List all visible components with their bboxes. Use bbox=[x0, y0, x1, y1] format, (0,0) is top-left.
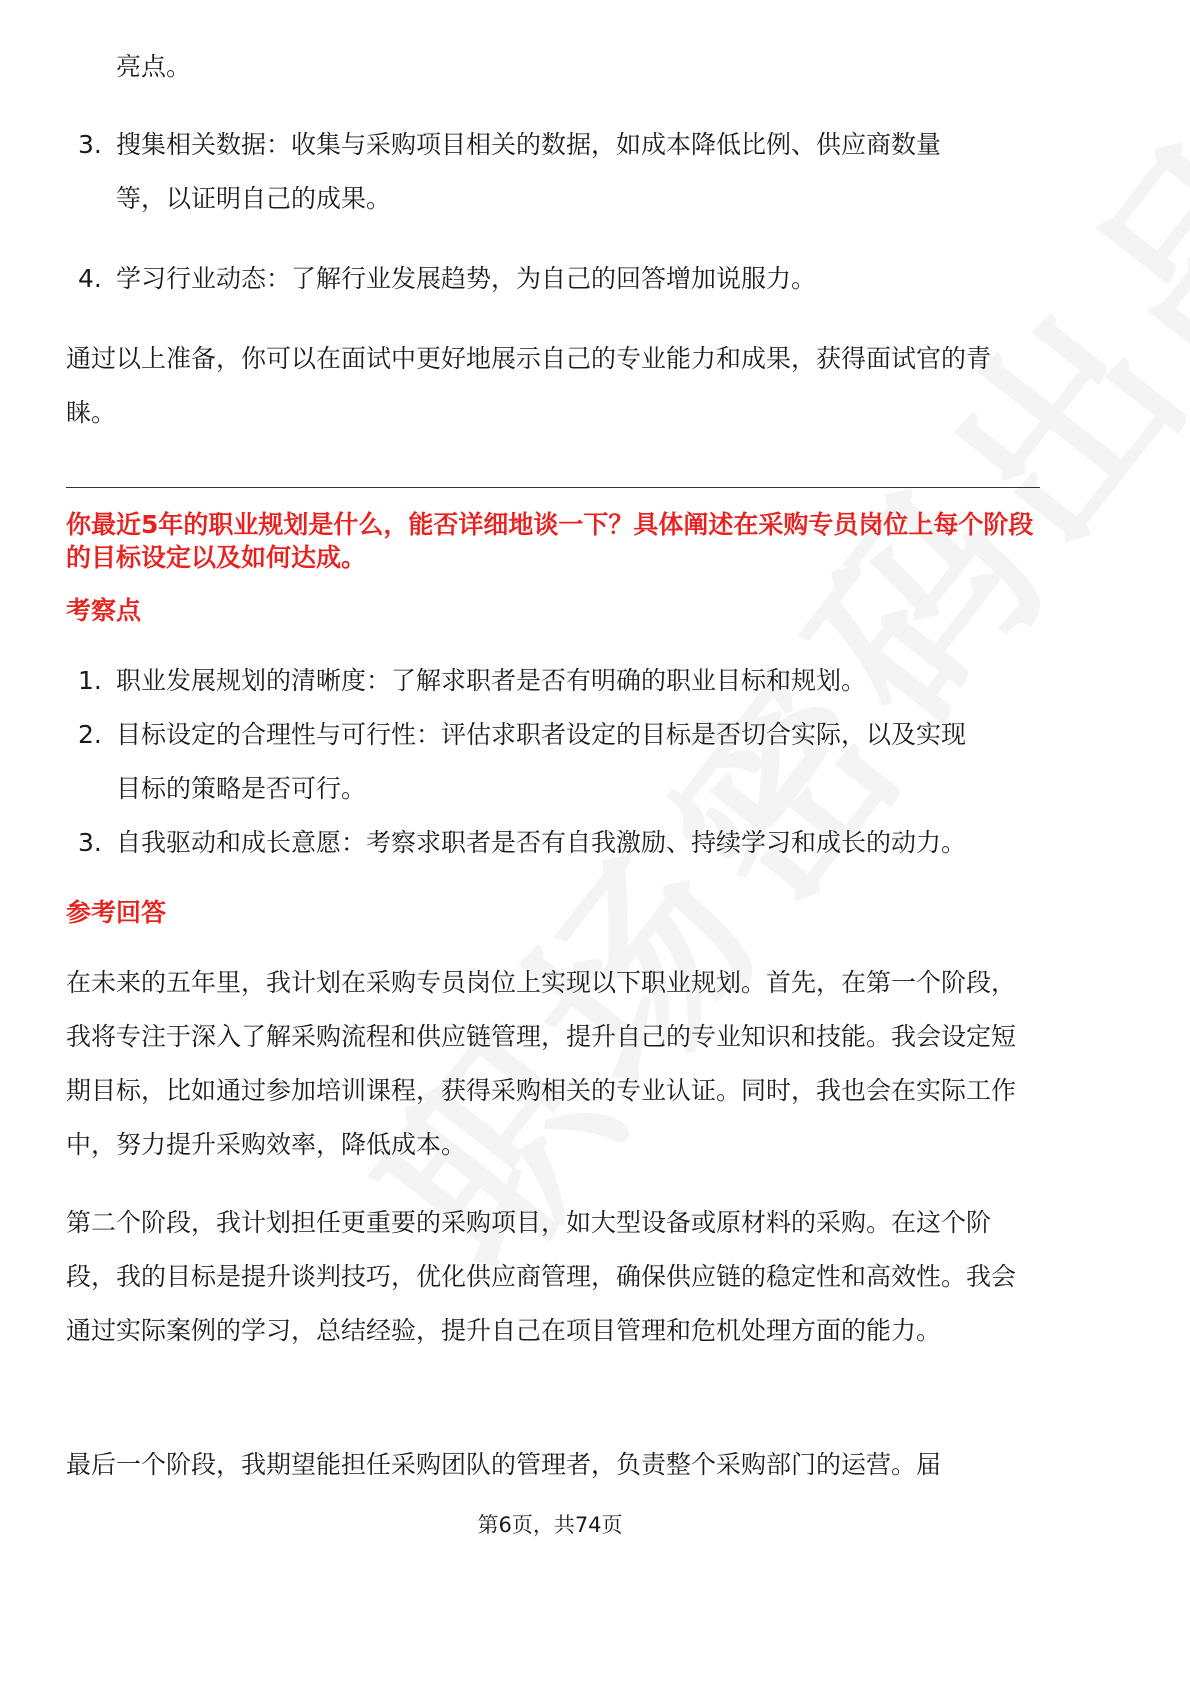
list-item-number: 2. bbox=[78, 720, 102, 749]
list-item-text: 职业发展规划的清晰度：了解求职者是否有明确的职业目标和规划。 bbox=[116, 666, 867, 695]
list-item bbox=[78, 654, 1038, 708]
answer-heading: 参考回答 bbox=[66, 898, 167, 927]
page-footer: 第6页，共74页 bbox=[477, 1513, 623, 1537]
list-item-number: 4. bbox=[78, 264, 102, 293]
list-item bbox=[78, 118, 1038, 172]
list-item bbox=[78, 708, 1038, 762]
list-item-number: 3. bbox=[78, 130, 102, 159]
list-item-number: 3. bbox=[78, 828, 102, 857]
list-item bbox=[78, 816, 1038, 870]
list-item-continuation: 亮点。 bbox=[116, 52, 192, 81]
list-item bbox=[78, 252, 1038, 306]
list-item-continuation: 目标的策略是否可行。 bbox=[116, 774, 367, 803]
list-item-text: 学习行业动态：了解行业发展趋势，为自己的回答增加说服力。 bbox=[116, 264, 817, 293]
check-points-heading: 考察点 bbox=[66, 596, 142, 625]
list-item-continuation: 等，以证明自己的成果。 bbox=[116, 184, 392, 213]
list-item-text: 自我驱动和成长意愿：考察求职者是否有自我激励、持续学习和成长的动力。 bbox=[116, 828, 967, 857]
answer-paragraph: 第二个阶段，我计划担任更重要的采购项目，如大型设备或原材料的采购。在这个阶段，我的目标是提升谈判技巧，优化供应商管理，确保供应链的稳定性和高效性。我会通过实际案例的学习，总结经验，提升自己在项目管理和危机处理方面的能力。 bbox=[66, 1208, 1017, 1345]
interview-question: 你最近5年的职业规划是什么，能否详细地谈一下？具体阐述在采购专员岗位上每个阶段的目标设定以及如何达成。 bbox=[66, 510, 1034, 572]
list-item-text: 搜集相关数据：收集与采购项目相关的数据，如成本降低比例、供应商数量 bbox=[116, 130, 942, 159]
answer-paragraph: 在未来的五年里，我计划在采购专员岗位上实现以下职业规划。首先，在第一个阶段，我将专注于深入了解采购流程和供应链管理，提升自己的专业知识和技能。我会设定短期目标，比如通过参加培训课程，获得采购相关的专业认证。同时，我也会在实际工作中，努力提升采购效率，降低成本。 bbox=[66, 968, 1017, 1159]
summary-paragraph: 通过以上准备，你可以在面试中更好地展示自己的专业能力和成果，获得面试官的青睐。 bbox=[66, 344, 992, 427]
list-item-number: 1. bbox=[78, 666, 102, 695]
answer-paragraph: 最后一个阶段，我期望能担任采购团队的管理者，负责整个采购部门的运营。届 bbox=[66, 1450, 942, 1479]
list-item-text: 目标设定的合理性与可行性：评估求职者设定的目标是否切合实际，以及实现 bbox=[116, 720, 967, 749]
section-divider bbox=[66, 487, 1040, 488]
